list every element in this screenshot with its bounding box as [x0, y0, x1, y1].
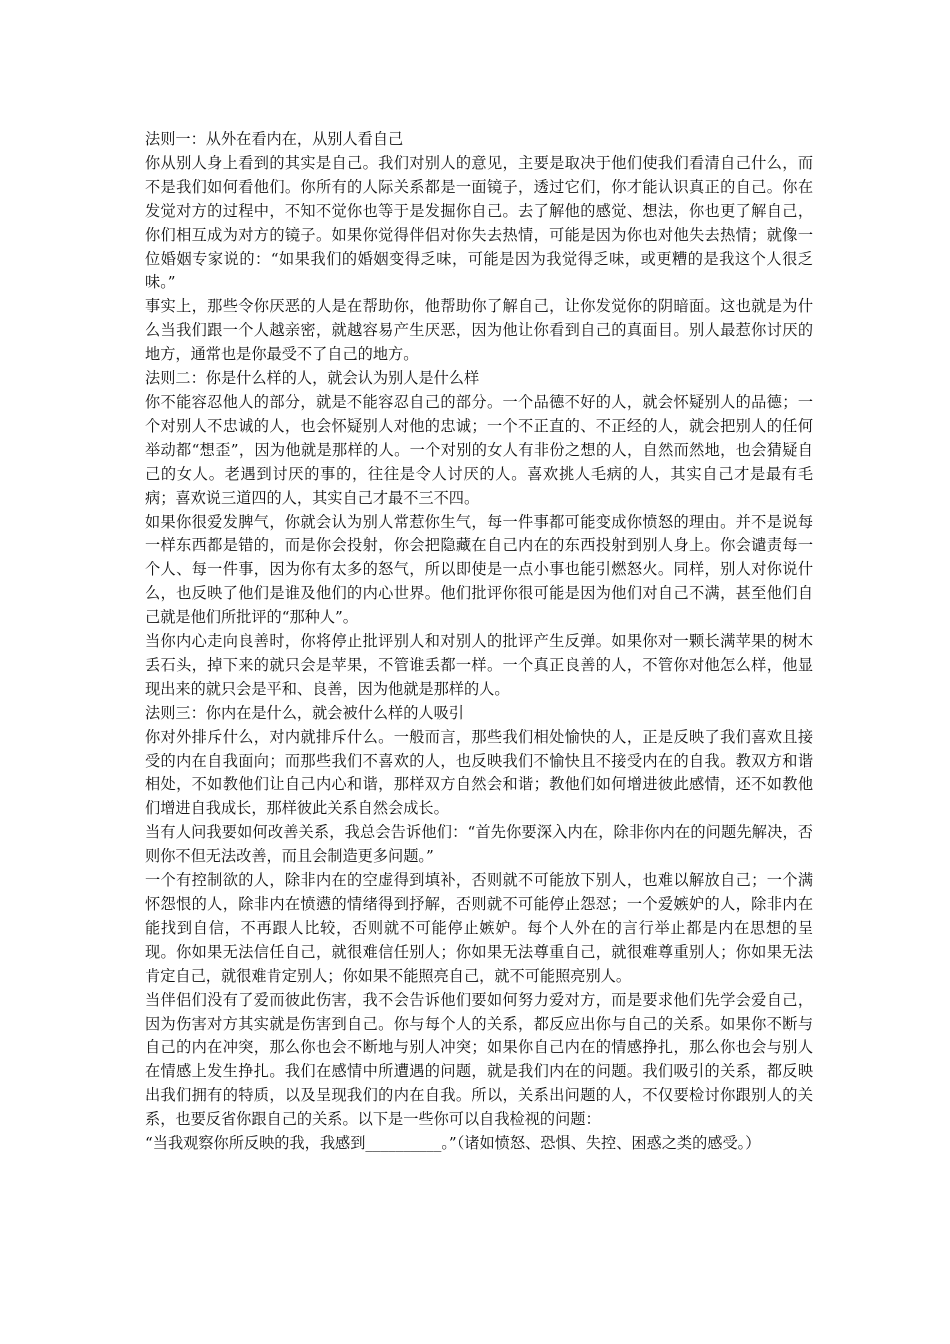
- paragraph: 当你内心走向良善时，你将停止批评别人和对别人的批评产生反弹。如果你对一颗长满苹果的树木丢石头，掉下来的就只会是苹果，不管谁丢都一样。一个真正良善的人，不管你对他怎么样，他显现出来的就只会是平和、良善，因为他就是那样的人。: [145, 632, 813, 698]
- paragraph: 当有人问我要如何改善关系，我总会告诉他们：“首先你要深入内在，除非你内在的问题先解决，否则你不但无法改善，而且会制造更多问题。”: [145, 823, 813, 866]
- paragraph: 你对外排斥什么，对内就排斥什么。一般而言，那些我们相处愉快的人，正是反映了我们喜欢且接受的内在自我面向；而那些我们不喜欢的人，也反映我们不愉快且不接受内在的自我。教双方和谐相处，不如教他们让自己内心和谐，那样双方自然会和谐；教他们如何增进彼此感情，还不如教他们增进自我成长，那样彼此关系自然会成长。: [145, 727, 813, 818]
- paragraph: 你不能容忍他人的部分，就是不能容忍自己的部分。一个品德不好的人，就会怀疑别人的品德；一个对别人不忠诚的人，也会怀疑别人对他的忠诚；一个不正直的、不正经的人，就会把别人的任何举动都“想歪”，因为他就是那样的人。一个对别的女人有非份之想的人，自然而然地，也会猜疑自己的女人。老遇到讨厌的事的，往往是令人讨厌的人。喜欢挑人毛病的人，其实自己才是最有毛病；喜欢说三道四的人，其实自己才最不三不四。: [145, 392, 813, 507]
- paragraph: 事实上，那些令你厌恶的人是在帮助你，他帮助你了解自己，让你发觉你的阴暗面。这也就是为什么当我们跟一个人越亲密，就越容易产生厌恶，因为他让你看到自己的真面目。别人最惹你讨厌的地方，通常也是你最受不了自己的地方。: [145, 297, 813, 364]
- paragraph-prompt: “当我观察你所反映的我，我感到__________。”（诸如愤怒、恐惧、失控、困惑之类的感受。）: [145, 1134, 761, 1153]
- paragraph: 如果你很爱发脾气，你就会认为别人常惹你生气，每一件事都可能变成你愤怒的理由。并不是说每一样东西都是错的，而是你会投射，你会把隐藏在自己内在的东西投射到别人身上。你会谴责每一个人、每一件事，因为你有太多的怒气，所以即使是一点小事也能引燃怒火。同样，别人对你说什么，也反映了他们是谁及他们的内心世界。他们批评你很可能是因为他们对自己不满，甚至他们自己就是他们所批评的“那种人”。: [145, 512, 813, 627]
- document-body: [145, 128, 813, 1156]
- paragraph: 一个有控制欲的人，除非内在的空虚得到填补，否则就不可能放下别人，也难以解放自己；一个满怀怨恨的人，除非内在愤懑的情绪得到抒解，否则就不可能停止怨怼；一个爱嫉妒的人，除非内在能找到自信，不再跟人比较，否则就不可能停止嫉妒。每个人外在的言行举止都是内在思想的呈现。你如果无法信任自己，就很难信任别人；你如果无法尊重自己，就很难尊重别人；你如果无法肯定自己，就很难肯定别人；你如果不能照亮自己，就不可能照亮别人。: [145, 871, 813, 985]
- section-heading-1: 法则一：从外在看内在，从别人看自己: [145, 130, 404, 148]
- paragraph: 当伴侣们没有了爱而彼此伤害，我不会告诉他们要如何努力爱对方，而是要求他们先学会爱自己，因为伤害对方其实就是伤害到自己。你与每个人的关系，都反应出你与自己的关系。如果你不断与自己的内在冲突，那么你也会不断地与别人冲突；如果你自己内在的情感挣扎，那么你也会与别人在情感上发生挣扎。我们在感情中所遭遇的问题，就是我们内在的问题。我们吸引的关系，都反映出我们拥有的特质，以及呈现我们的内在自我。所以，关系出问题的人，不仅要检讨你跟别人的关系，也要反省你跟自己的关系。以下是一些你可以自我检视的问题：: [145, 990, 813, 1129]
- paragraph: 你从别人身上看到的其实是自己。我们对别人的意见，主要是取决于他们使我们看清自己什么，而不是我们如何看他们。你所有的人际关系都是一面镜子，透过它们，你才能认识真正的自己。你在发觉对方的过程中，不知不觉你也等于是发掘你自己。去了解他的感觉、想法，你也更了解自己，你们相互成为对方的镜子。如果你觉得伴侣对你失去热情，可能是因为你也对他失去热情；就像一位婚姻专家说的：“如果我们的婚姻变得乏味，可能是因为我觉得乏味，或更糟的是我这个人很乏味。”: [145, 153, 813, 292]
- section-heading-3: 法则三：你内在是什么，就会被什么样的人吸引: [145, 703, 464, 722]
- section-heading-2: 法则二：你是什么样的人，就会认为别人是什么样: [145, 369, 480, 388]
